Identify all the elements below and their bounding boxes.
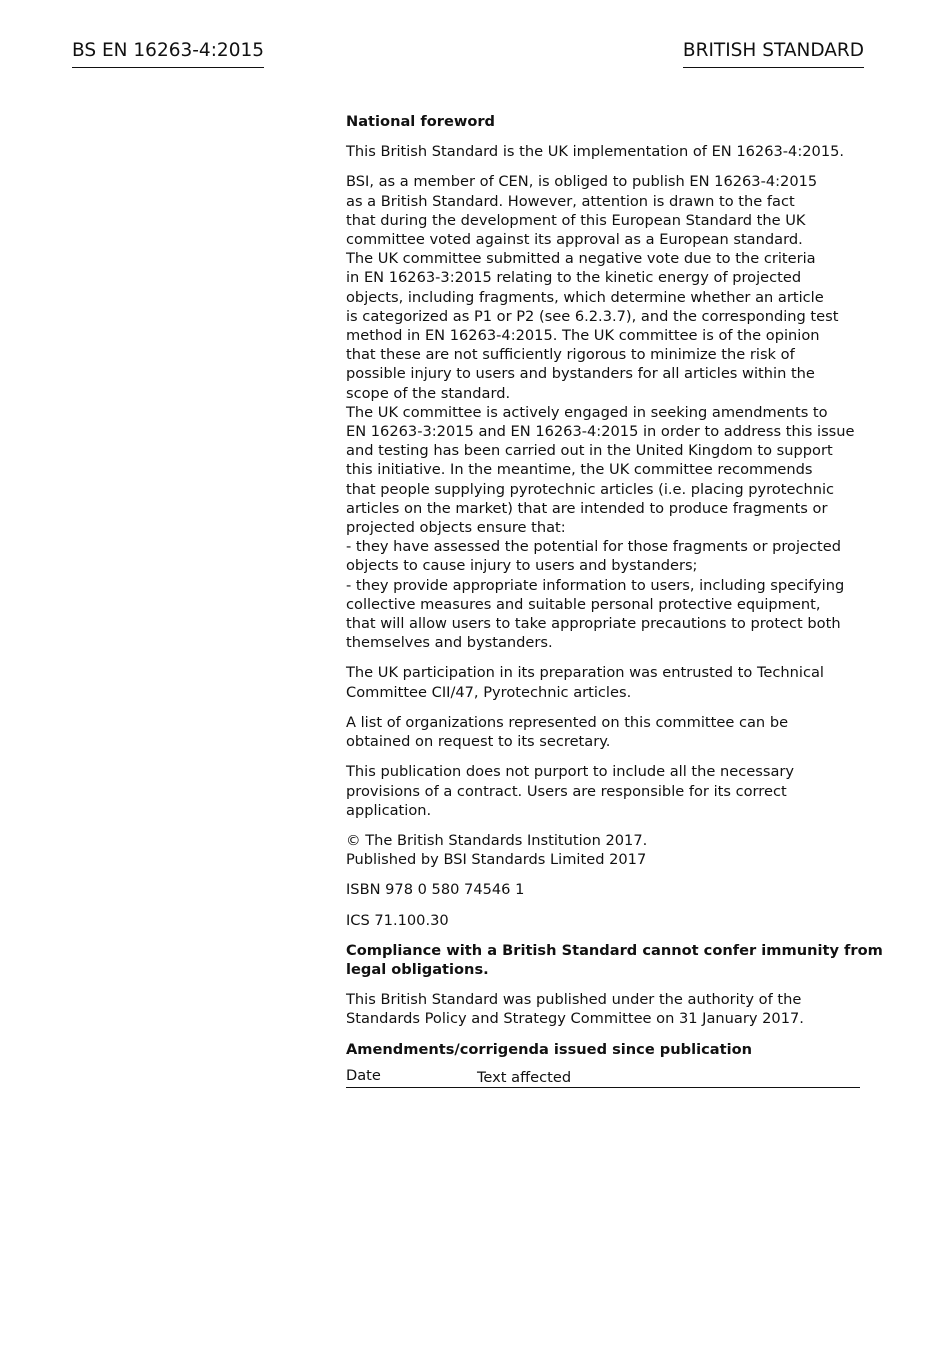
text-line: that during the development of this European Standard the UK — [346, 211, 806, 229]
foreword-contract — [346, 762, 866, 820]
text-line: application. — [346, 801, 432, 819]
text-line: and testing has been carried out in the United Kingdom to support — [346, 442, 833, 460]
amendments-column-date: Date — [346, 1066, 381, 1084]
text-line: articles on the market) that are intended to produce fragments or — [346, 499, 828, 517]
text-line: collective measures and suitable personal protective equipment, — [346, 595, 821, 613]
foreword-title: National foreword — [346, 113, 496, 130]
foreword-ics: ICS 71.100.30 — [346, 911, 449, 929]
text-line: BSI, as a member of CEN, is obliged to publish EN 16263-4:2015 — [346, 173, 818, 191]
text-line: obtained on request to its secretary. — [346, 733, 611, 751]
text-line: this initiative. In the meantime, the UK committee recommends — [346, 461, 813, 479]
foreword-participation — [346, 663, 866, 701]
text-line: A list of organizations represented on this committee can be — [346, 713, 789, 731]
foreword-authority — [346, 990, 866, 1028]
text-line: Standards Policy and Strategy Committee on 31 January 2017. — [346, 1010, 804, 1028]
text-line: Committee CII/47, Pyrotechnic articles. — [346, 683, 632, 701]
text-line: The UK committee is actively engaged in seeking amendments to — [346, 403, 828, 421]
text-line: © The British Standards Institution 2017. — [346, 831, 648, 849]
text-line: The UK participation in its preparation was entrusted to Technical — [346, 664, 824, 682]
text-line: as a British Standard. However, attention is drawn to the fact — [346, 192, 795, 210]
header-category: BRITISH STANDARD — [683, 40, 864, 68]
text-line: This publication does not purport to include all the necessary — [346, 763, 795, 781]
foreword-organizations — [346, 713, 866, 751]
text-line: that will allow users to take appropriate precautions to protect both — [346, 615, 841, 633]
text-line: The UK committee submitted a negative vote due to the criteria — [346, 250, 816, 268]
text-line: is categorized as P1 or P2 (see 6.2.3.7), and the corresponding test — [346, 307, 839, 325]
text-line: that these are not sufficiently rigorous to minimize the risk of — [346, 346, 795, 364]
text-line: Published by BSI Standards Limited 2017 — [346, 851, 647, 869]
text-line: Compliance with a British Standard cannot confer immunity from — [346, 941, 883, 959]
text-line: committee voted against its approval as a European standard. — [346, 231, 803, 249]
amendments-table — [346, 1066, 860, 1088]
foreword-compliance — [346, 941, 883, 979]
text-line: - they have assessed the potential for those fragments or projected — [346, 538, 841, 556]
text-line: EN 16263-3:2015 and EN 16263-4:2015 in order to address this issue — [346, 423, 855, 441]
text-line: that people supplying pyrotechnic articles (i.e. placing pyrotechnic — [346, 480, 835, 498]
text-line: scope of the standard. — [346, 384, 511, 402]
foreword-intro: This British Standard is the UK implementation of EN 16263-4:2015. — [346, 143, 845, 161]
text-line: in EN 16263-3:2015 relating to the kinetic energy of projected — [346, 269, 802, 287]
text-line: objects to cause injury to users and bystanders; — [346, 557, 698, 575]
text-line: projected objects ensure that: — [346, 519, 566, 537]
text-line: provisions of a contract. Users are responsible for its correct — [346, 782, 787, 800]
text-line: objects, including fragments, which determine whether an article — [346, 288, 824, 306]
foreword-copyright — [346, 831, 866, 869]
national-foreword — [346, 112, 883, 1088]
foreword-paragraph-main — [346, 172, 866, 652]
foreword-isbn: ISBN 978 0 580 74546 1 — [346, 881, 525, 899]
text-line: themselves and bystanders. — [346, 634, 553, 652]
text-line: legal obligations. — [346, 960, 489, 978]
text-line: method in EN 16263-4:2015. The UK committee is of the opinion — [346, 327, 820, 345]
text-line: - they provide appropriate information to users, including specifying — [346, 576, 845, 594]
amendments-column-text-affected: Text affected — [477, 1068, 572, 1086]
header-doc-id: BS EN 16263-4:2015 — [72, 40, 264, 68]
text-line: This British Standard was published under the authority of the — [346, 991, 802, 1009]
text-line: possible injury to users and bystanders for all articles within the — [346, 365, 815, 383]
amendments-title: Amendments/corrigenda issued since publication — [346, 1040, 752, 1058]
